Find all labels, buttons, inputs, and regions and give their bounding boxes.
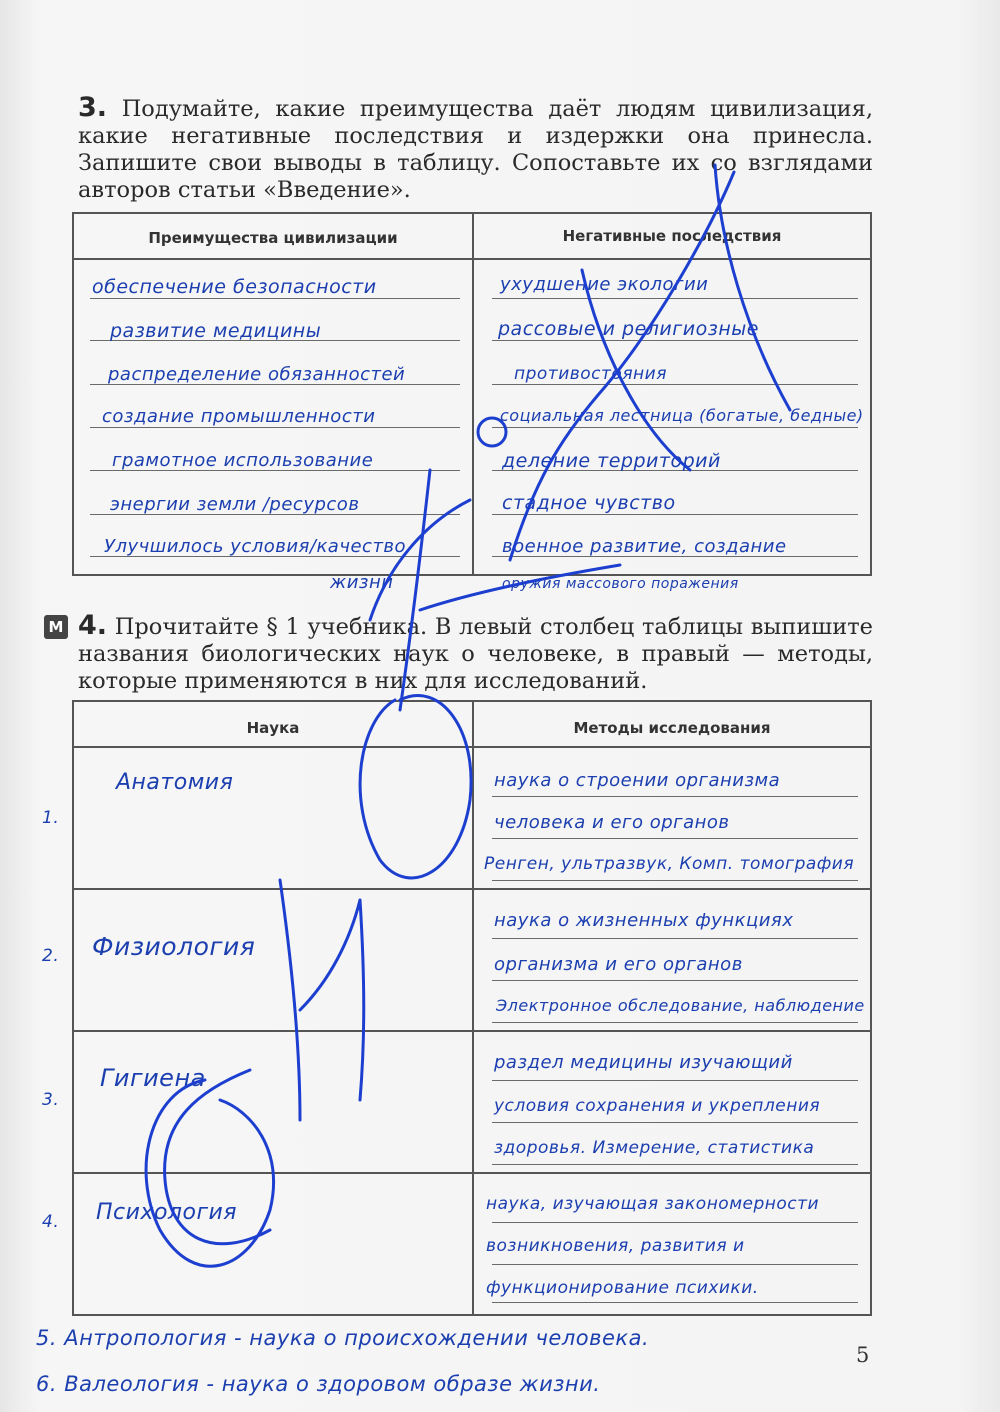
scribble-circle-small xyxy=(478,418,506,446)
header-science: Наука xyxy=(246,719,300,737)
advantage-7: Улучшилось условия/качество xyxy=(104,536,407,557)
task-3-text: Подумайте, какие преимущества даёт людям цивилизация, какие негативные последствия и издержки она принесла. Запишите свои выводы в таблицу. Сопоставьте их со взглядами авторов статьи «Введение». xyxy=(78,96,873,203)
scribble-k xyxy=(370,470,470,710)
advantage-3: распределение обязанностей xyxy=(108,364,406,385)
scribble-diagonal xyxy=(420,565,620,610)
note-6: 6. Валеология - наука о здоровом образе жизни. xyxy=(36,1372,601,1396)
row-3-method-3: здоровья. Измерение, статистика xyxy=(494,1138,815,1158)
negative-3: противостояния xyxy=(514,364,667,384)
scribble-letter-a-right xyxy=(715,165,790,410)
advantage-1: обеспечение безопасности xyxy=(92,276,377,298)
header-negatives: Негативные последствия xyxy=(562,227,782,245)
row-3-number: 3. xyxy=(42,1090,60,1110)
negative-4: социальная лестница (богатые, бедные) xyxy=(500,406,864,425)
row-3-science: Гигиена xyxy=(100,1064,206,1092)
advantage-6: энергии земли /ресурсов xyxy=(110,494,360,515)
row-2-method-1: наука о жизненных функциях xyxy=(494,910,794,931)
negative-1: ухудшение экологии xyxy=(500,274,709,295)
row-2-method-2: организма и его органов xyxy=(494,954,743,975)
row-3-method-1: раздел медицины изучающий xyxy=(494,1052,793,1073)
scribble-o-large xyxy=(360,696,471,878)
scribble-stroke-long xyxy=(510,172,734,560)
advantage-5: грамотное использование xyxy=(112,450,374,471)
task-3-number: 3. xyxy=(78,92,108,123)
negative-6: стадное чувство xyxy=(502,492,676,514)
page-number: 5 xyxy=(856,1343,870,1367)
row-1-number: 1. xyxy=(42,808,60,828)
row-4-science: Психология xyxy=(96,1200,238,1225)
advantage-4: создание промышленности xyxy=(102,406,376,427)
row-4-method-2: возникновения, развития и xyxy=(486,1236,745,1256)
scribble-c xyxy=(165,1070,270,1244)
row-1-method-1: наука о строении организма xyxy=(494,770,781,791)
scribble-n xyxy=(280,880,364,1120)
negative-2: рассовые и религиозные xyxy=(498,318,759,340)
row-1-method-3: Ренген, ультразвук, Комп. томография xyxy=(484,854,855,874)
row-3-method-2: условия сохранения и укрепления xyxy=(494,1096,821,1116)
row-1-science: Анатомия xyxy=(116,770,234,795)
row-4-number: 4. xyxy=(42,1212,60,1232)
scribble-letter-a-left xyxy=(582,270,690,470)
row-1-method-2: человека и его органов xyxy=(494,812,730,833)
row-2-number: 2. xyxy=(42,946,60,966)
header-methods: Методы исследования xyxy=(573,719,771,737)
note-5: 5. Антропология - наука о происхождении человека. xyxy=(36,1326,650,1350)
task-4-number: 4. xyxy=(78,610,108,641)
advantage-2: развитие медицины xyxy=(110,320,322,342)
row-2-method-3: Электронное обследование, наблюдение xyxy=(496,996,865,1015)
m-badge-icon: M xyxy=(44,615,68,639)
task-4-text: Прочитайте § 1 учебника. В левый столбец таблицы выпишите названия биологических наук о человеке, в правый — методы, которые применяются в них для исследований. xyxy=(78,614,873,694)
row-2-science: Физиология xyxy=(92,932,256,961)
row-4-method-1: наука, изучающая закономерности xyxy=(486,1194,820,1214)
negative-7: военное развитие, создание xyxy=(502,536,787,557)
negative-8: оружия массового поражения xyxy=(502,576,739,592)
row-4-method-3: функционирование психики. xyxy=(486,1278,759,1298)
negative-5: деление территорий xyxy=(502,450,721,472)
advantage-8: жизни xyxy=(330,572,394,593)
header-advantages: Преимущества цивилизации xyxy=(148,229,398,247)
